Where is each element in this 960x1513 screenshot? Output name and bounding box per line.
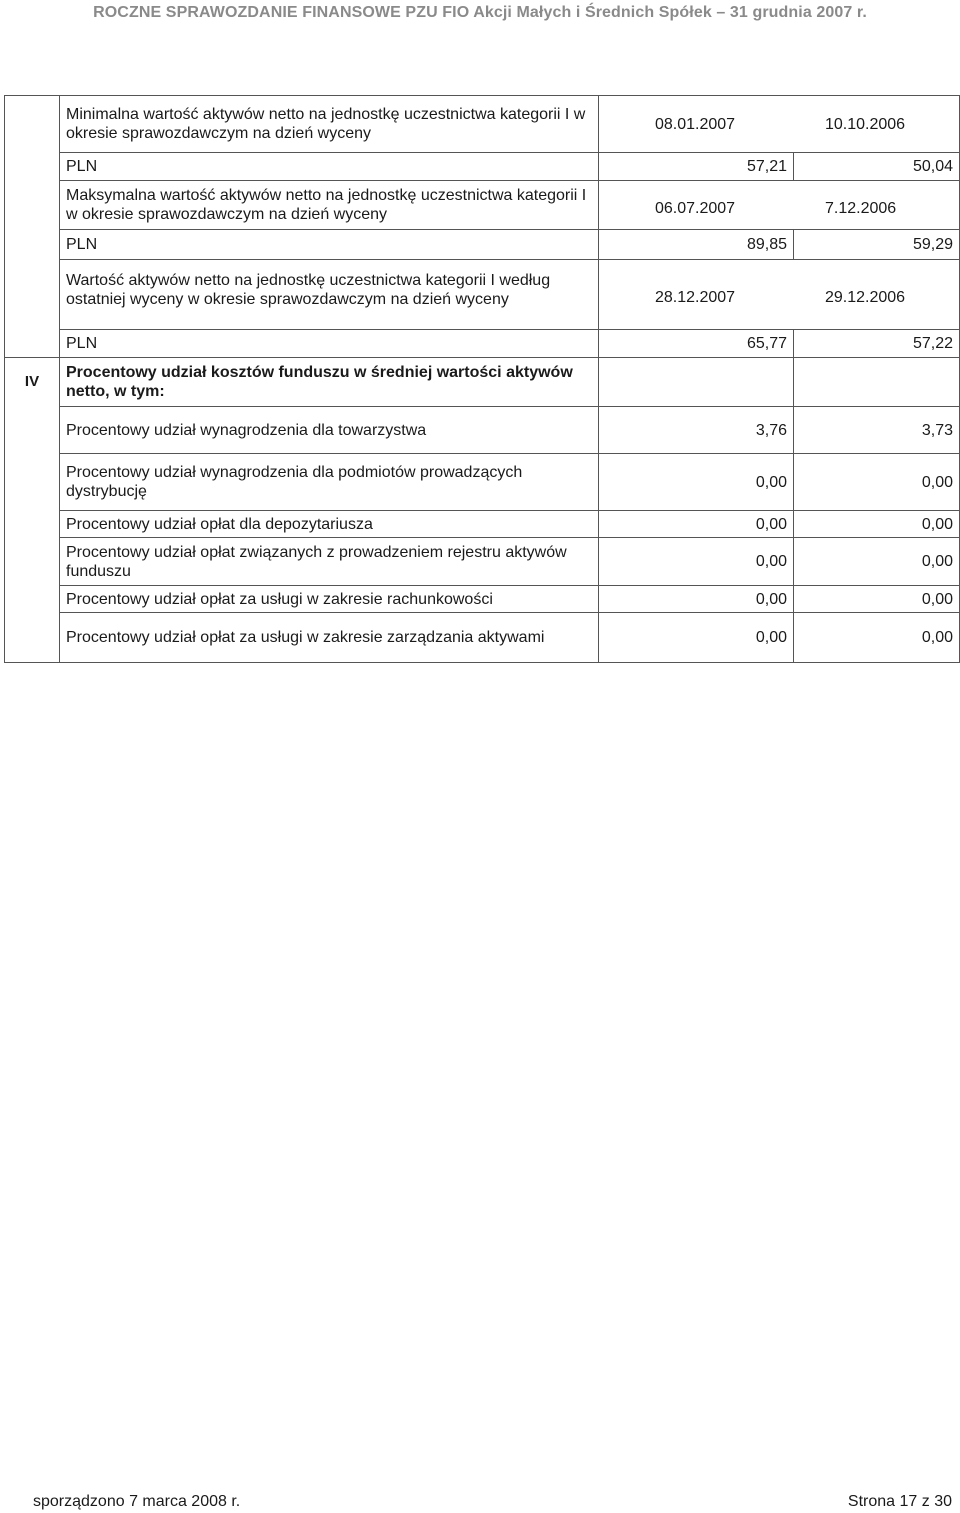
date-current: 28.12.2007 — [655, 289, 736, 306]
row-label: PLN — [60, 330, 599, 358]
value-previous: 59,29 — [794, 230, 960, 260]
value-current: 0,00 — [599, 454, 794, 511]
section-number: IV — [5, 358, 60, 663]
date-current: 08.01.2007 — [655, 115, 736, 133]
footer-page-number: Strona 17 z 30 — [847, 1493, 952, 1510]
row-label: Wartość aktywów netto na jednostkę uczestnictwa kategorii I według ostatniej wyceny w okresie sprawozdawczym na dzień wyceny — [60, 260, 599, 330]
row-label: Procentowy udział wynagrodzenia dla towarzystwa — [60, 407, 599, 454]
value-previous: 57,22 — [794, 330, 960, 358]
value-previous: 0,00 — [794, 511, 960, 538]
row-label: Procentowy udział opłat dla depozytariusza — [60, 511, 599, 538]
table-row — [5, 153, 960, 181]
row-label: Procentowy udział opłat związanych z prowadzeniem rejestru aktywów funduszu — [60, 538, 599, 586]
table-row — [5, 358, 960, 407]
value-previous: 3,73 — [794, 407, 960, 454]
date-previous: 10.10.2006 — [825, 115, 906, 133]
value-current: 0,00 — [599, 586, 794, 613]
table-row — [5, 454, 960, 511]
table-row — [5, 330, 960, 358]
table-row — [5, 96, 960, 153]
row-label: Minimalna wartość aktywów netto na jednostkę uczestnictwa kategorii I w okresie sprawozdawczym na dzień wyceny — [60, 96, 599, 153]
value-current: 65,77 — [599, 330, 794, 358]
row-label: PLN — [60, 230, 599, 260]
value-previous: 50,04 — [794, 153, 960, 181]
date-cell — [599, 260, 960, 330]
value-current — [599, 358, 794, 407]
page-header: ROCZNE SPRAWOZDANIE FINANSOWE PZU FIO Akcji Małych i Średnich Spółek – 31 grudnia 2007 r. — [93, 4, 867, 21]
table-row — [5, 181, 960, 230]
value-current: 3,76 — [599, 407, 794, 454]
value-previous: 0,00 — [794, 586, 960, 613]
value-current: 0,00 — [599, 511, 794, 538]
section-number-cell-empty — [5, 96, 60, 358]
row-label: Procentowy udział opłat za usługi w zakresie zarządzania aktywami — [60, 613, 599, 663]
row-label: PLN — [60, 153, 599, 181]
row-label: Procentowy udział opłat za usługi w zakresie rachunkowości — [60, 586, 599, 613]
table-row — [5, 613, 960, 663]
date-current: 06.07.2007 — [655, 199, 736, 217]
value-previous: 0,00 — [794, 538, 960, 586]
table-row — [5, 538, 960, 586]
date-previous: 29.12.2006 — [825, 289, 906, 306]
financial-table — [4, 95, 960, 663]
row-label: Procentowy udział kosztów funduszu w średniej wartości aktywów netto, w tym: — [60, 358, 599, 407]
table-row — [5, 511, 960, 538]
row-label: Maksymalna wartość aktywów netto na jednostkę uczestnictwa kategorii I w okresie sprawozdawczym na dzień wyceny — [60, 181, 599, 230]
value-current: 57,21 — [599, 153, 794, 181]
value-previous: 0,00 — [794, 454, 960, 511]
date-previous: 7.12.2006 — [825, 199, 897, 217]
date-cell — [599, 181, 960, 230]
value-current: 0,00 — [599, 538, 794, 586]
date-cell — [599, 96, 960, 153]
value-current: 0,00 — [599, 613, 794, 663]
table-row — [5, 230, 960, 260]
table-row — [5, 260, 960, 330]
footer-prepared-date: sporządzono 7 marca 2008 r. — [33, 1493, 241, 1510]
table-row — [5, 586, 960, 613]
value-previous — [794, 358, 960, 407]
table-row — [5, 407, 960, 454]
row-label: Procentowy udział wynagrodzenia dla podmiotów prowadzących dystrybucję — [60, 454, 599, 511]
value-current: 89,85 — [599, 230, 794, 260]
value-previous: 0,00 — [794, 613, 960, 663]
